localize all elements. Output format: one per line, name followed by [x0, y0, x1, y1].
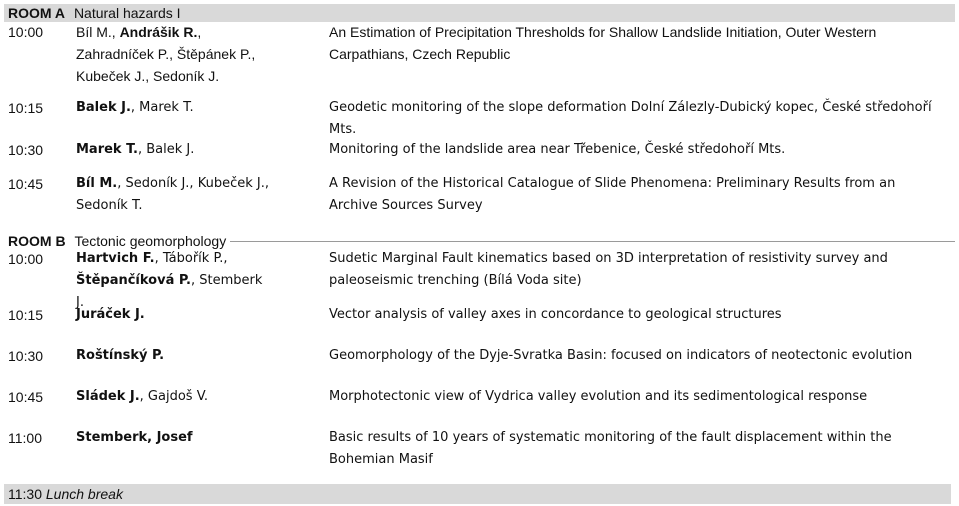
- talk-title: A Revision of the Historical Catalogue of Slide Phenomena: Preliminary Results from an Archive Sources Survey: [329, 176, 896, 213]
- talk-authors: [76, 386, 286, 408]
- talk-title: Sudetic Marginal Fault kinematics based on 3D interpretation of resistivity survey and paleoseismic trenching (Bílá Voda site): [329, 251, 888, 288]
- coauthors: , Zahradníček P., Štěpánek P., Kubeček J., Sedoník J.: [76, 24, 256, 84]
- talk-authors: [76, 173, 276, 217]
- presenter: Juráček J.: [76, 307, 145, 322]
- talk-time: 10:15: [8, 307, 44, 323]
- presenter: Marek T.: [76, 142, 138, 157]
- presenter: Bíl M.: [76, 24, 112, 40]
- talk-time: 10:00: [8, 24, 44, 40]
- talk-time: 10:30: [8, 348, 44, 364]
- coauthors: , Balek J.: [137, 142, 195, 157]
- talk-title: Morphotectonic view of Vydrica valley evolution and its sedimentological response: [329, 389, 868, 404]
- coauthors: , Gajdoš V.: [139, 389, 209, 404]
- talk-time: 11:00: [8, 430, 42, 446]
- presenter: Hartvich F.: [76, 251, 155, 266]
- coauthors: , Marek T.: [130, 100, 194, 115]
- presenter: Balek J.: [76, 100, 131, 115]
- room-b-divider: [230, 241, 955, 242]
- room-b-topic: Tectonic geomorphology: [74, 233, 227, 249]
- talk-time: 10:45: [8, 389, 44, 405]
- talk-time: 10:00: [8, 251, 44, 267]
- talk-authors: [76, 139, 286, 161]
- talk-title: Geodetic monitoring of the slope deformation Dolní Zálezly-Dubický kopec, České středohoří Mts.: [329, 100, 932, 137]
- break-label: Lunch break: [45, 486, 123, 502]
- talk-title: An Estimation of Precipitation Thresholds for Shallow Landslide Initiation, Outer Western Carpathians, Czech Republic: [329, 24, 877, 62]
- presenter: Bíl M.: [76, 176, 118, 191]
- room-a-label: ROOM A: [8, 5, 66, 21]
- room-b-label: ROOM B: [8, 233, 66, 249]
- presenter: Štěpančíková P.: [76, 273, 191, 288]
- presenter: Stemberk, Josef: [76, 430, 193, 445]
- presenter: Roštínský P.: [76, 348, 165, 363]
- coauthor-separator: ,: [111, 24, 120, 40]
- coauthors: , Stemberk J.: [76, 273, 263, 310]
- talk-authors: [76, 427, 286, 449]
- talk-authors: [76, 345, 286, 367]
- talk-authors: [76, 21, 276, 87]
- coauthors: , Sedoník J., Kubeček J., Sedoník T.: [76, 176, 269, 213]
- talk-title: Monitoring of the landslide area near Třebenice, České středohoří Mts.: [329, 142, 786, 157]
- lunch-break-band: [4, 484, 951, 504]
- talk-title: Vector analysis of valley axes in concordance to geological structures: [329, 307, 782, 322]
- talk-authors: [76, 97, 286, 119]
- break-time: 11:30: [8, 486, 42, 502]
- talk-authors: [76, 304, 286, 326]
- coauthors: , Tábořík P.,: [154, 251, 228, 266]
- presenter: Andrášik R.: [119, 24, 198, 40]
- room-a-header: [4, 4, 955, 22]
- presenter: Sládek J.: [76, 389, 140, 404]
- talk-title: Basic results of 10 years of systematic monitoring of the fault displacement within the Bohemian Masif: [329, 430, 892, 467]
- talk-time: 10:15: [8, 100, 44, 116]
- talk-title: Geomorphology of the Dyje-Svratka Basin: focused on indicators of neotectonic evolution: [329, 348, 913, 363]
- room-a-topic: Natural hazards I: [73, 5, 181, 21]
- talk-time: 10:30: [8, 142, 44, 158]
- talk-time: 10:45: [8, 176, 44, 192]
